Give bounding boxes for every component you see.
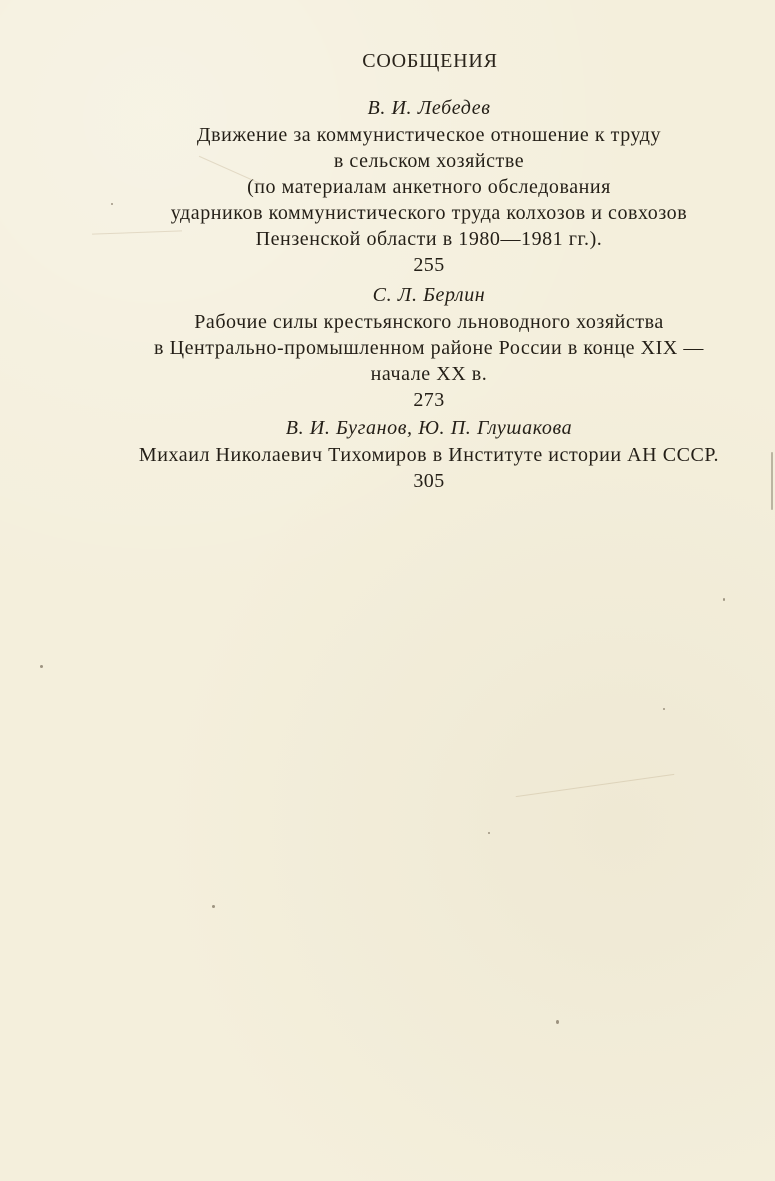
entry-author: В. И. Буганов, Ю. П. Глушакова xyxy=(285,417,573,439)
contents-entry xyxy=(0,94,775,278)
entry-title-line: ударников коммунистического труда колхозов и совхозов xyxy=(170,202,688,224)
contents-entry xyxy=(0,281,775,413)
entry-title-line: (по материалам анкетного обследования xyxy=(247,176,611,198)
paper-speck xyxy=(40,665,43,668)
paper-speck xyxy=(111,203,113,205)
entry-title-line: в Центрально-промышленном районе России в конце XIX — xyxy=(154,337,704,359)
section-heading: СООБЩЕНИЯ xyxy=(362,50,498,72)
paper-fiber xyxy=(516,774,675,797)
contents-entry xyxy=(0,414,775,494)
paper-speck xyxy=(723,598,725,601)
entry-title-line: Рабочие силы крестьянского льноводного хозяйства xyxy=(194,311,664,333)
entry-title-line: Движение за коммунистическое отношение к труду xyxy=(196,124,662,146)
entry-author: В. И. Лебедев xyxy=(367,97,491,119)
entry-title-line: начале XX в. xyxy=(370,363,488,385)
entry-author: С. Л. Берлин xyxy=(372,284,486,306)
page-edge-mark xyxy=(771,452,773,510)
paper-speck xyxy=(488,832,490,834)
entry-page-number: 255 xyxy=(413,254,445,276)
entry-page-number: 273 xyxy=(413,389,445,411)
paper-speck xyxy=(663,708,665,710)
entry-title-line: Михаил Николаевич Тихомиров в Институте истории АН СССР. xyxy=(138,444,720,466)
entry-title-line: Пензенской области в 1980—1981 гг.). xyxy=(255,228,603,250)
paper-speck xyxy=(212,905,215,908)
paper-speck xyxy=(556,1020,559,1024)
entry-page-number: 305 xyxy=(413,470,445,492)
entry-title-line: в сельском хозяйстве xyxy=(333,150,525,172)
